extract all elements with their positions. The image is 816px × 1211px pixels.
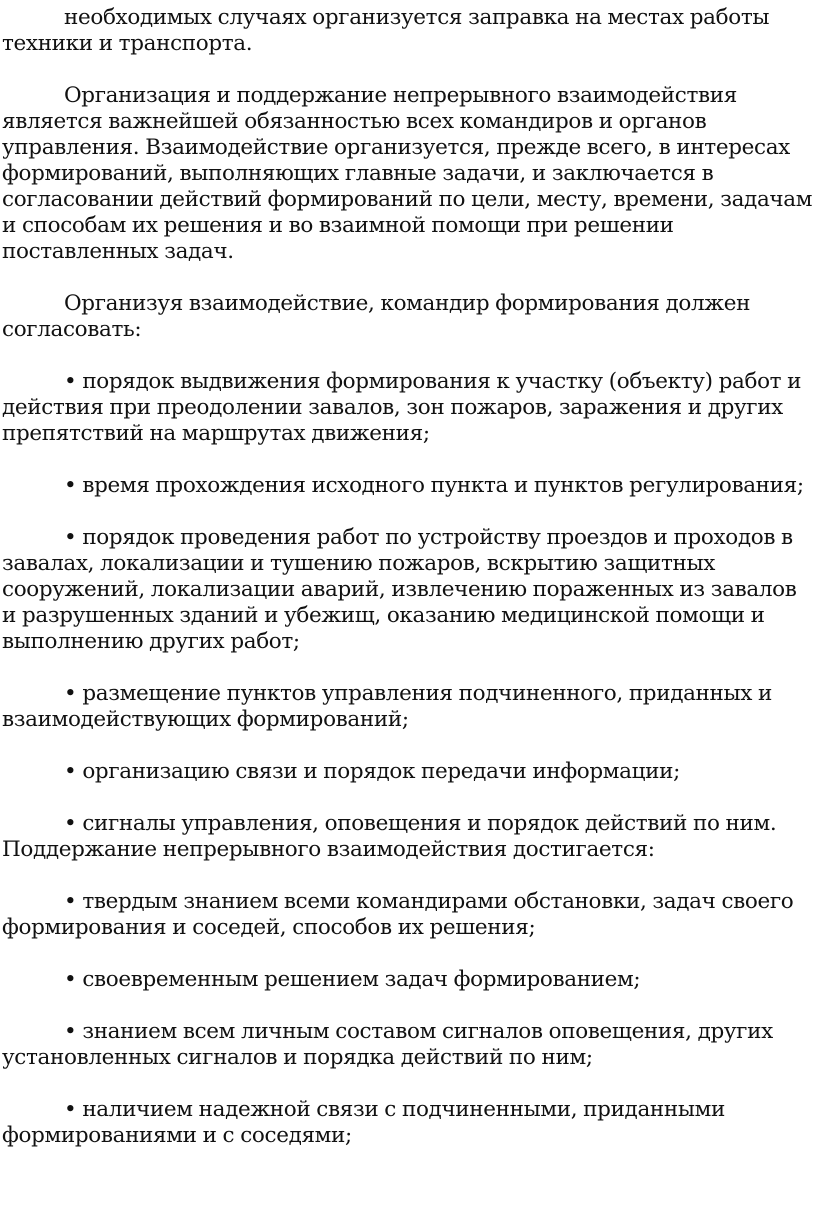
paragraph-gap — [2, 343, 814, 369]
list-item-communication: • организацию связи и порядок передачи информации; — [64, 759, 680, 784]
list-item-control-points: • размещение пунктов управления подчиненного, приданных и взаимодействующих формирований; — [2, 681, 773, 732]
paragraph-gap — [2, 57, 814, 83]
paragraph-gap — [2, 499, 814, 525]
list-item-signal-knowledge: • знанием всем личным составом сигналов оповещения, других установленных сигналов и порядка действий по ним; — [2, 1019, 773, 1070]
paragraph-gap — [2, 733, 814, 759]
paragraph-gap — [2, 993, 814, 1019]
list-item-advance-order: • порядок выдвижения формирования к участку (объекту) работ и действия при преодолении завалов, зон пожаров, заражения и других препятствий на маршрутах движения; — [2, 369, 802, 446]
paragraph-gap — [2, 655, 814, 681]
paragraph-refueling: необходимых случаях организуется заправка на местах работы техники и транспорта. — [2, 5, 770, 56]
paragraph-gap — [2, 265, 814, 291]
paragraph-interaction-organization: Организация и поддержание непрерывного взаимодействия является важнейшей обязанностью всех командиров и органов управления. Взаимодействие организуется, прежде всего, в интересах формирований, выполняющих главные задачи, и заключается в согласовании действий формирований по цели, месту, времени, задачам и способам их решения и во взаимной помощи при решении поставленных задач. — [2, 83, 813, 264]
list-item-situation-knowledge: • твердым знанием всеми командирами обстановки, задач своего формирования и соседей, способов их решения; — [2, 889, 794, 940]
paragraph-gap — [2, 863, 814, 889]
list-item-passage-time: • время прохождения исходного пункта и пунктов регулирования; — [64, 473, 804, 498]
paragraph-gap — [2, 785, 814, 811]
paragraph-gap — [2, 1071, 814, 1097]
document-page — [2, 0, 814, 1149]
list-item-works-order: • порядок проведения работ по устройству проездов и проходов в завалах, локализации и тушению пожаров, вскрытию защитных сооружений, локализации аварий, извлечению пораженных из завалов и разрушенных зданий и убежищ, оказанию медицинской помощи и выполнению других работ; — [2, 525, 797, 654]
list-item-timely-tasks: • своевременным решением задач формированием; — [64, 967, 641, 992]
list-item-reliable-communication: • наличием надежной связи с подчиненными, приданными формированиями и с соседями; — [2, 1097, 725, 1148]
list-item-signals: • сигналы управления, оповещения и порядок действий по ним. Поддержание непрерывного взаимодействия достигается: — [2, 811, 777, 862]
paragraph-gap — [2, 941, 814, 967]
paragraph-commander-must-agree: Организуя взаимодействие, командир формирования должен согласовать: — [2, 291, 751, 342]
paragraph-gap — [2, 447, 814, 473]
